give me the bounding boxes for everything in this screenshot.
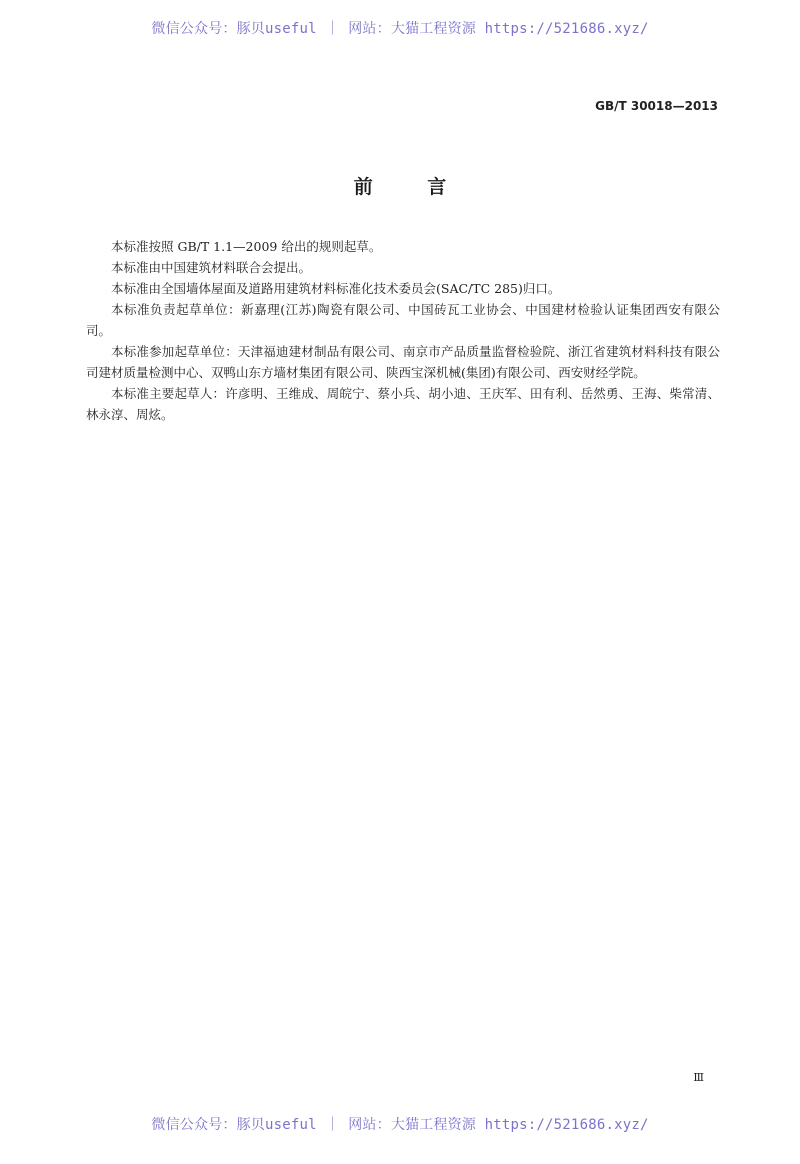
paragraph-main-drafters: 本标准主要起草人：许彦明、王维成、周皖宁、蔡小兵、胡小迪、王庆军、田有利、岳然勇、王海、柴常清、林永淳、周炫。 (86, 386, 720, 422)
standard-code: GB/T 30018—2013 (595, 99, 718, 113)
paragraph-proposer: 本标准由中国建筑材料联合会提出。 (111, 260, 312, 275)
foreword-body (86, 236, 720, 425)
watermark-bottom: 微信公众号：豚贝useful ｜ 网站：大猫工程资源 https://521686.xyz/ (151, 1117, 649, 1133)
paragraph-participating-drafters: 本标准参加起草单位：天津福迪建材制品有限公司、南京市产品质量监督检验院、浙江省建筑材料科技有限公司建材质量检测中心、双鸭山东方墙材集团有限公司、陕西宝深机械(集团)有限公司、西安财经学院。 (86, 344, 720, 380)
paragraph-committee: 本标准由全国墙体屋面及道路用建筑材料标准化技术委员会(SAC/TC 285)归口。 (111, 281, 561, 296)
paragraph-drafting-rules: 本标准按照 GB/T 1.1—2009 给出的规则起草。 (111, 239, 382, 254)
paragraph-lead-drafters: 本标准负责起草单位：新嘉理(江苏)陶瓷有限公司、中国砖瓦工业协会、中国建材检验认证集团西安有限公司。 (86, 302, 720, 338)
page-title: 前 言 (353, 176, 471, 198)
watermark-top: 微信公众号：豚贝useful ｜ 网站：大猫工程资源 https://521686.xyz/ (151, 21, 649, 37)
page-number: Ⅲ (693, 1071, 704, 1084)
